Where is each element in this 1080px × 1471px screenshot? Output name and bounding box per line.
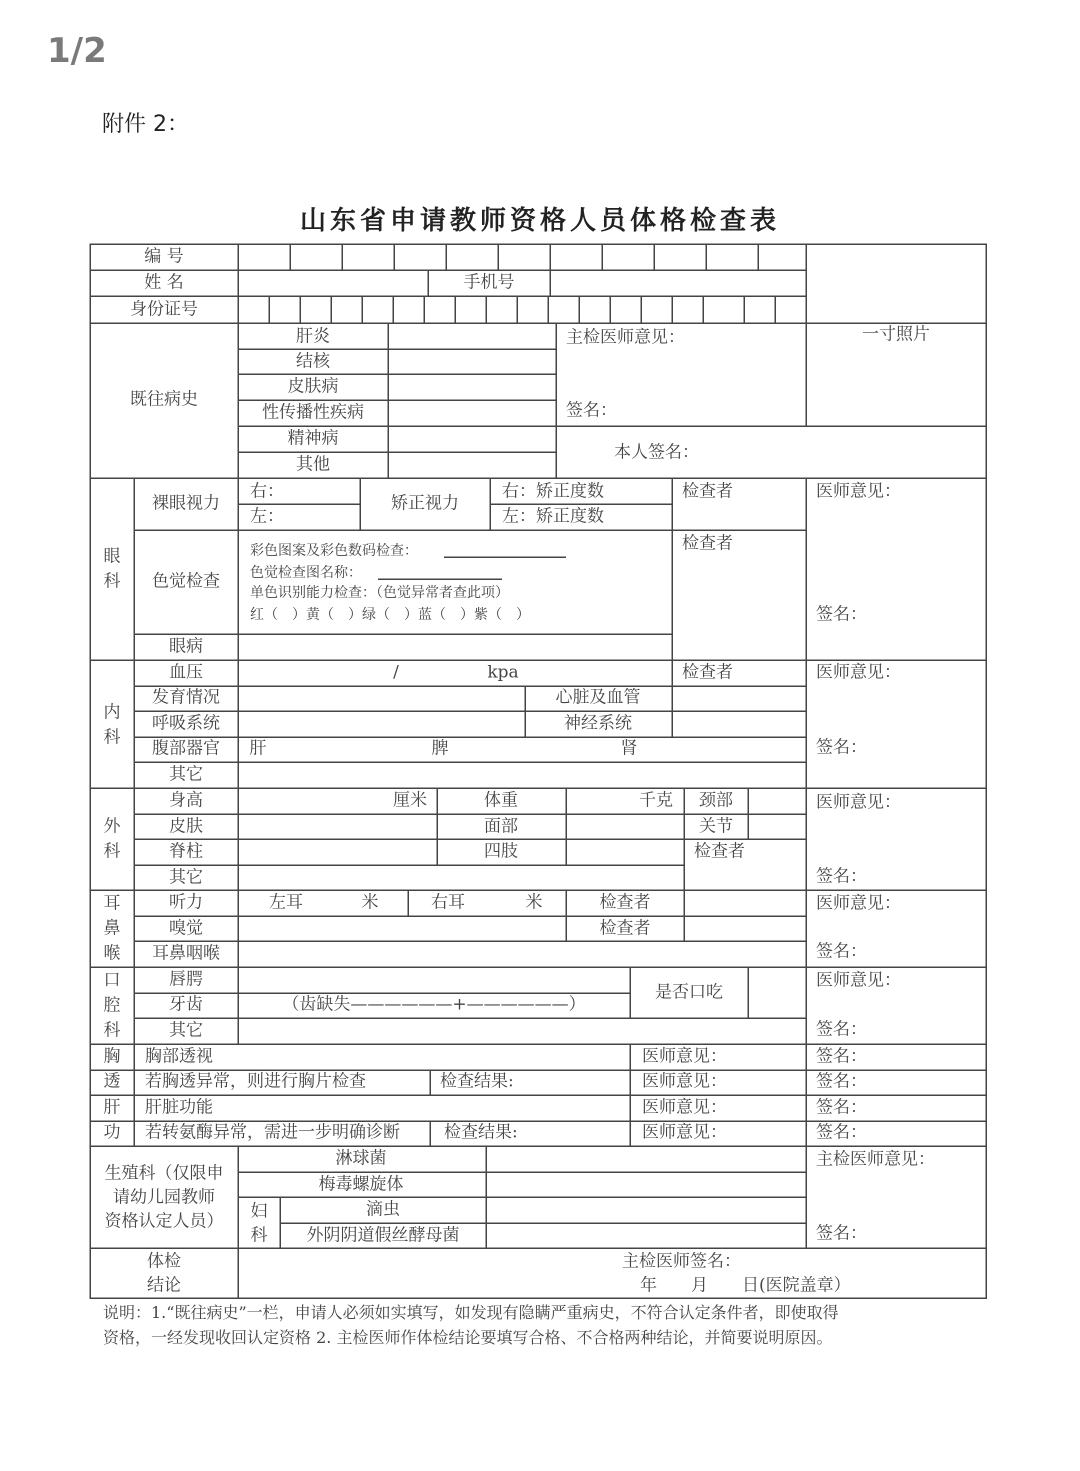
eye-section-char: 科 [103, 571, 121, 592]
right-ear-unit: 米 [525, 892, 543, 913]
reproductive-section-line: 资格认定人员） [104, 1211, 224, 1232]
history-item: 其他 [296, 454, 330, 475]
surgery-sign: 签名： [816, 866, 867, 887]
gyn-label-char: 妇 [250, 1201, 268, 1222]
abdominal-label: 腹部器官 [152, 738, 220, 759]
chief-doctor-opinion: 主检医师意见： [566, 327, 685, 348]
id-number-label: 编 号 [144, 246, 184, 267]
liver-function-label: 肝脏功能 [145, 1097, 213, 1118]
right-eye-label: 右： [250, 481, 284, 502]
chest-sign: 签名： [816, 1046, 867, 1067]
internal-sign: 签名： [816, 737, 867, 758]
color-examiner-label: 检查者 [682, 533, 733, 554]
history-item: 精神病 [287, 428, 339, 449]
spleen-label: 脾 [431, 738, 449, 759]
history-item: 皮肤病 [287, 376, 339, 397]
left-eye-label: 左： [250, 506, 284, 527]
left-ear-unit: 米 [361, 892, 379, 913]
eye-sign: 签名： [816, 604, 867, 625]
smell-label: 嗅觉 [169, 918, 203, 939]
bp-slash: / [393, 662, 399, 683]
right-ear-label: 右耳 [431, 892, 465, 913]
internal-section-char: 科 [103, 727, 121, 748]
neck-label: 颈部 [699, 790, 733, 811]
development-label: 发育情况 [152, 687, 220, 708]
heart-label: 心脏及血管 [555, 687, 641, 708]
lips-label: 唇腭 [169, 969, 203, 990]
eye-doctor-opinion: 医师意见： [816, 481, 901, 502]
oral-sign: 签名： [816, 1019, 867, 1040]
hearing-label: 听力 [169, 892, 203, 913]
surgery-section-char: 外 [103, 816, 121, 837]
reproductive-sign: 签名： [816, 1223, 867, 1244]
color-test-line-1: 彩色图案及彩色数码检查： [250, 543, 418, 559]
height-label: 身高 [169, 790, 203, 811]
color-test-line-2: 色觉检查图名称： [250, 565, 362, 581]
corrected-vision-label: 矫正视力 [391, 493, 459, 514]
chest-section-char: 透 [103, 1071, 121, 1092]
oral-section-char: 口 [103, 970, 121, 991]
oral-section-char: 科 [103, 1020, 121, 1041]
eye-disease-label: 眼病 [169, 636, 203, 657]
color-vision-label: 色觉检查 [152, 571, 220, 592]
reproductive-chief-opinion: 主检医师意见： [816, 1149, 935, 1170]
name-label: 姓 名 [144, 272, 184, 293]
surgery-examiner-label: 检查者 [694, 841, 745, 862]
attachment-label: 附件 2： [102, 112, 189, 137]
conclusion-date-stamp: 年 月 日(医院盖章） [640, 1275, 851, 1296]
kidney-label: 肾 [620, 738, 638, 759]
surgery-doctor-opinion: 医师意见： [816, 792, 901, 813]
chest-doctor-opinion: 医师意见： [642, 1046, 727, 1067]
internal-section-char: 内 [103, 702, 121, 723]
self-sign: 本人签名： [614, 442, 699, 463]
liver-section-char: 肝 [103, 1097, 121, 1118]
ent-sign: 签名： [816, 941, 867, 962]
internal-doctor-opinion: 医师意见： [816, 662, 901, 683]
color-test-line-4: 红（ ）黄（ ）绿（ ）蓝（ ）紫（ ） [250, 607, 530, 623]
chest-film-sign: 签名： [816, 1071, 867, 1092]
eye-examiner-label: 检查者 [682, 481, 733, 502]
liver-doctor-opinion: 医师意见： [642, 1097, 727, 1118]
surgery-section-char: 科 [103, 841, 121, 862]
oral-doctor-opinion: 医师意见： [816, 970, 901, 991]
photo-placeholder: 一寸照片 [862, 324, 930, 345]
internal-examiner-label: 检查者 [682, 662, 733, 683]
ent-section-char: 喉 [103, 943, 121, 964]
ent-section-char: 耳 [103, 893, 121, 914]
notes-line-2: 资格，一经发现收回认定资格 2. 主检医师作体检结论要填写合格、不合格两种结论，并简要说明原因。 [103, 1328, 833, 1347]
internal-other-label: 其它 [169, 764, 203, 785]
teeth-label: 牙齿 [169, 994, 203, 1015]
conclusion-label-line: 体检 [147, 1251, 181, 1272]
oral-section-char: 腔 [103, 995, 121, 1016]
history-section-label: 既往病史 [130, 389, 198, 410]
form-title: 山东省申请教师资格人员体格检查表 [299, 206, 780, 236]
oral-other-label: 其它 [169, 1020, 203, 1041]
eye-section-char: 眼 [103, 546, 121, 567]
idcard-label: 身份证号 [130, 299, 198, 320]
chest-result-label: 检查结果: [440, 1071, 514, 1092]
color-test-line-3: 单色识别能力检查：（色觉异常者查此项） [250, 585, 509, 601]
respiratory-label: 呼吸系统 [152, 713, 220, 734]
face-label: 面部 [484, 816, 518, 837]
weight-label: 体重 [484, 790, 518, 811]
blood-pressure-label: 血压 [169, 662, 203, 683]
left-ear-label: 左耳 [269, 892, 303, 913]
naked-vision-label: 裸眼视力 [152, 493, 220, 514]
spine-label: 脊柱 [169, 841, 203, 862]
phone-label: 手机号 [463, 272, 515, 293]
cm-unit: 厘米 [393, 790, 427, 811]
bp-unit: kpa [487, 662, 519, 683]
history-item: 肝炎 [296, 326, 330, 347]
smell-examiner-label: 检查者 [599, 918, 651, 939]
conclusion-chief-sign: 主检医师签名： [622, 1251, 741, 1272]
stutter-label: 是否口吃 [655, 982, 723, 1003]
notes-line-1: 说明：1.“既往病史”一栏，申请人必须如实填写，如发现有隐瞒严重病史，不符合认定条件者，即使取得 [103, 1303, 839, 1322]
gonorrhea-label: 淋球菌 [335, 1148, 387, 1169]
candida-label: 外阴阴道假丝酵母菌 [306, 1225, 460, 1246]
alt-label: 若转氨酶异常，需进一步明确诊断 [145, 1122, 400, 1143]
chest-section-char: 胸 [103, 1046, 121, 1067]
ent-doctor-opinion: 医师意见： [816, 893, 901, 914]
right-correction-label: 右：矫正度数 [502, 481, 604, 502]
chest-xray-label: 胸部透视 [145, 1046, 213, 1067]
teeth-missing-diagram: （齿缺失——————+——————） [282, 994, 586, 1015]
alt-doctor-opinion: 医师意见： [642, 1122, 727, 1143]
chest-film-label: 若胸透异常，则进行胸片检查 [145, 1071, 366, 1092]
reproductive-section-line: 请幼儿园教师 [113, 1187, 215, 1208]
chest-film-doctor-opinion: 医师意见： [642, 1071, 727, 1092]
kg-unit: 千克 [639, 790, 673, 811]
hearing-examiner-label: 检查者 [599, 892, 651, 913]
trichomonas-label: 滴虫 [366, 1199, 400, 1220]
left-correction-label: 左：矫正度数 [502, 506, 604, 527]
throat-label: 耳鼻咽喉 [152, 943, 220, 964]
history-item: 结核 [296, 351, 330, 372]
syphilis-label: 梅毒螺旋体 [318, 1174, 404, 1195]
skin-label: 皮肤 [169, 816, 203, 837]
page-indicator: 1/2 [47, 31, 107, 71]
gyn-label-char: 科 [250, 1225, 268, 1246]
conclusion-label-line: 结论 [147, 1275, 181, 1296]
ent-section-char: 鼻 [103, 918, 121, 939]
liver-sign: 签名： [816, 1097, 867, 1118]
nervous-label: 神经系统 [564, 713, 632, 734]
liver-label: 肝 [249, 738, 267, 759]
liver-result-label: 检查结果: [444, 1122, 518, 1143]
surgery-other-label: 其它 [169, 867, 203, 888]
history-sign: 签名： [566, 400, 617, 421]
limbs-label: 四肢 [484, 841, 518, 862]
history-item: 性传播性疾病 [262, 402, 364, 423]
liver-section-char: 功 [103, 1122, 121, 1143]
alt-sign: 签名： [816, 1122, 867, 1143]
joint-label: 关节 [699, 816, 733, 837]
reproductive-section-line: 生殖科（仅限申 [104, 1163, 224, 1184]
